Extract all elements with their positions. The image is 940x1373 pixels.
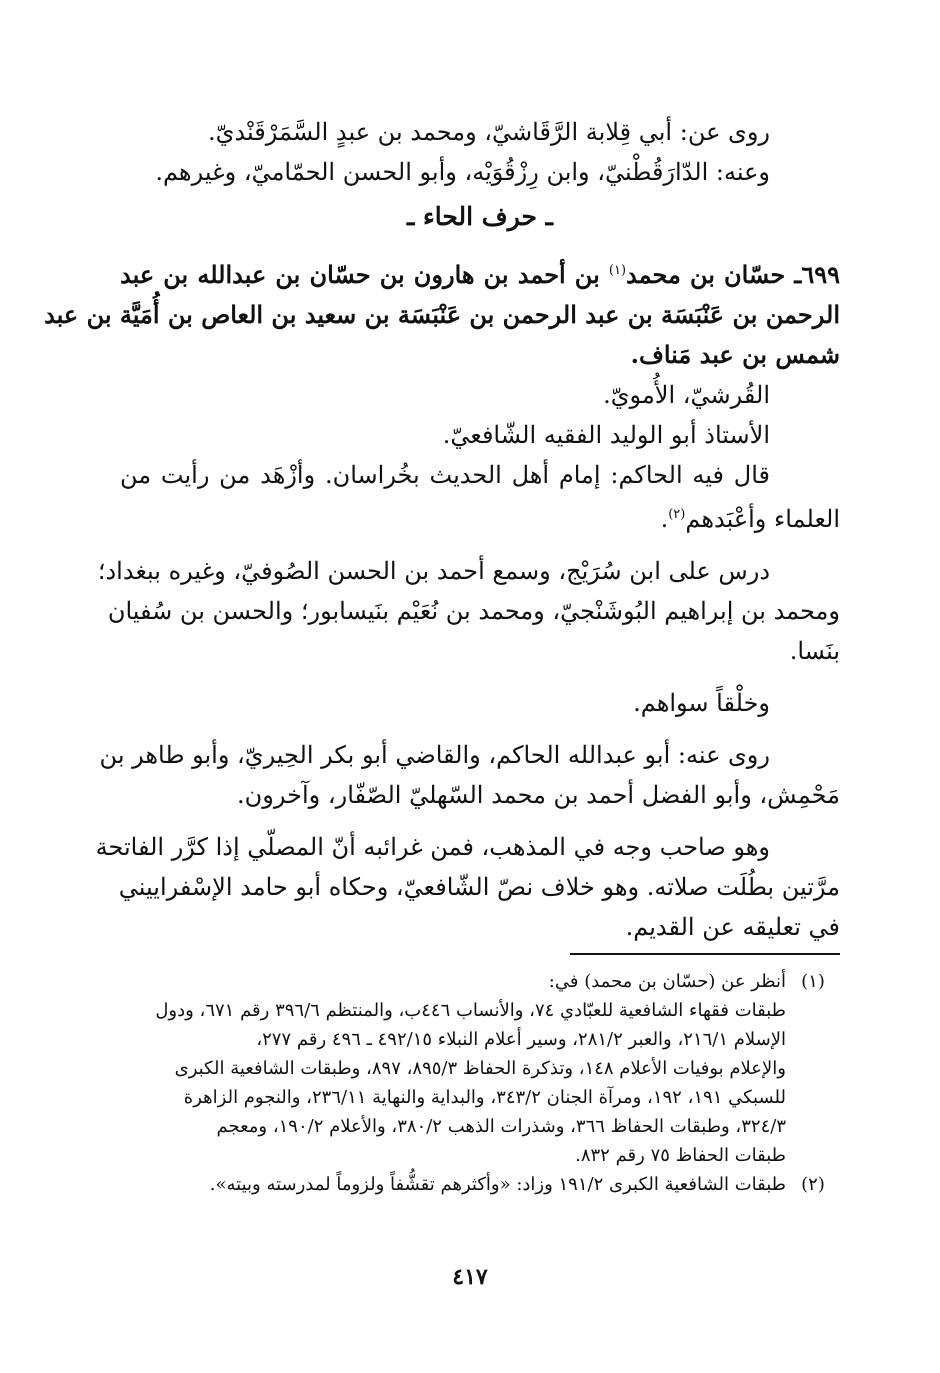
paragraph-line: وخلْقاً سواهم. — [633, 689, 770, 717]
footnote-line: أنظر عن (حسّان بن محمد) في: — [548, 971, 786, 992]
paragraph-line: درس على ابن سُرَيْج، وسمع أحمد بن الحسن الصُوفيّ، وغيره ببغداد؛ — [97, 557, 770, 585]
footnote-divider — [570, 953, 840, 955]
section-heading: ـ حرف الحاء ـ — [407, 202, 553, 231]
paragraph-line: بنَسا. — [789, 637, 840, 665]
footnote-2 — [120, 1170, 840, 1199]
paragraph-line: مَحْمِش، وأبو الفضل أحمد بن محمد السّهليّ الصّفّار، وآخرون. — [237, 781, 840, 809]
footnote-ref: (٢) — [668, 507, 686, 522]
narrated-from-line: روى عن: أبي قِلابة الرَّقَاشيّ، ومحمد بن عبدٍ السَّمَرْقَنْديّ. — [208, 118, 770, 146]
title-line: الأستاذ أبو الوليد الفقيه الشّافعيّ. — [442, 421, 770, 449]
entry-line: الرحمن بن عَنْبَسَة بن عبد الرحمن بن عَنْبَسَة بن سعيد بن العاص بن أُمَيَّة بن عبد — [44, 300, 840, 329]
footnote-body — [120, 967, 786, 1170]
entry-number: ٦٩٩ — [801, 260, 840, 289]
footnote-line: طبقات الشافعية الكبرى ١٩١/٢ وزاد: «وأكثرهم تقشُّفاً ولزوماً لمدرسته وبيته». — [209, 1174, 786, 1195]
footnote-line: طبقات فقهاء الشافعية للعبّادي ٧٤، والأنساب ٤٤٦ب، والمنتظم ٣٩٦/٦ رقم ٦٧١، ودول — [155, 1000, 786, 1021]
paragraph-line: وهو صاحب وجه في المذهب، فمن غرائبه أنّ المصلّي إذا كرَّر الفاتحة — [95, 833, 770, 861]
paragraph-text: العلماء وأعْبَدهم — [685, 505, 840, 533]
entry-name: ـ حسّان بن محمد — [626, 260, 802, 289]
entry-lineage: بن أحمد بن هارون بن حسّان بن عبدالله بن عبد — [120, 260, 609, 289]
entry-line — [120, 251, 840, 295]
paragraph-line: قال فيه الحاكم: إمام أهل الحديث بخُراسان. وأزْهَد من رأيت من — [120, 461, 770, 489]
paragraph-line: في تعليقه عن القديم. — [625, 913, 840, 941]
footnote-number: (١) — [801, 971, 825, 992]
paragraph-line — [120, 495, 840, 539]
footnote-line: الإسلام ٢١٦/١، والعبر ٢٨١/٢، وسير أعلام النبلاء ٤٩٢/١٥ ـ ٤٩٦ رقم ٢٧٧، — [256, 1029, 786, 1050]
punctuation: . — [660, 505, 669, 533]
paragraph-line: ومحمد بن إبراهيم البُوشَنْجيّ، ومحمد بن نُعَيْم بنَيسابور؛ والحسن بن سُفيان — [107, 597, 840, 625]
footnote-ref: (١) — [608, 263, 627, 278]
footnote-body — [120, 1170, 786, 1199]
footnote-line: ٣٢٤/٣، وطبقات الحفاظ ٣٦٦، وشذرات الذهب ٣٨٠/٢، والأعلام ١٩٠/٢، ومعجم — [216, 1116, 786, 1137]
page-text — [44, 112, 840, 1199]
narrators-line: وعنه: الدّارَقُطْنيّ، وابن رِزْقُوَيْه، وأبو الحسن الحمّاميّ، وغيرهم. — [155, 158, 770, 186]
page-number: ٤١٧ — [452, 1264, 488, 1290]
footnote-line: طبقات الحفاظ ٧٥ رقم ٨٣٢. — [575, 1145, 786, 1166]
nisba-line: القُرشيّ، الأُمويّ. — [603, 381, 770, 409]
footnote-number: (٢) — [801, 1174, 825, 1195]
footnote-1 — [120, 967, 840, 1170]
paragraph-line: مرَّتين بطُلَت صلاته. وهو خلاف نصّ الشّافعيّ، وحكاه أبو حامد الإسْفراييني — [118, 873, 840, 901]
footnote-line: والإعلام بوفيات الأعلام ١٤٨، وتذكرة الحفاظ ٨٩٥/٣، ٨٩٧، وطبقات الشافعية الكبرى — [174, 1058, 786, 1079]
entry-line: شمس بن عبد مَناف. — [630, 340, 840, 369]
paragraph-line: روى عنه: أبو عبدالله الحاكم، والقاضي أبو بكر الحِيريّ، وأبو طاهر بن — [99, 741, 770, 769]
footnote-line: للسبكي ١٩١، ١٩٢، ومرآة الجنان ٣٤٣/٢، والبداية والنهاية ٢٣٦/١١، والنجوم الزاهرة — [183, 1087, 786, 1108]
